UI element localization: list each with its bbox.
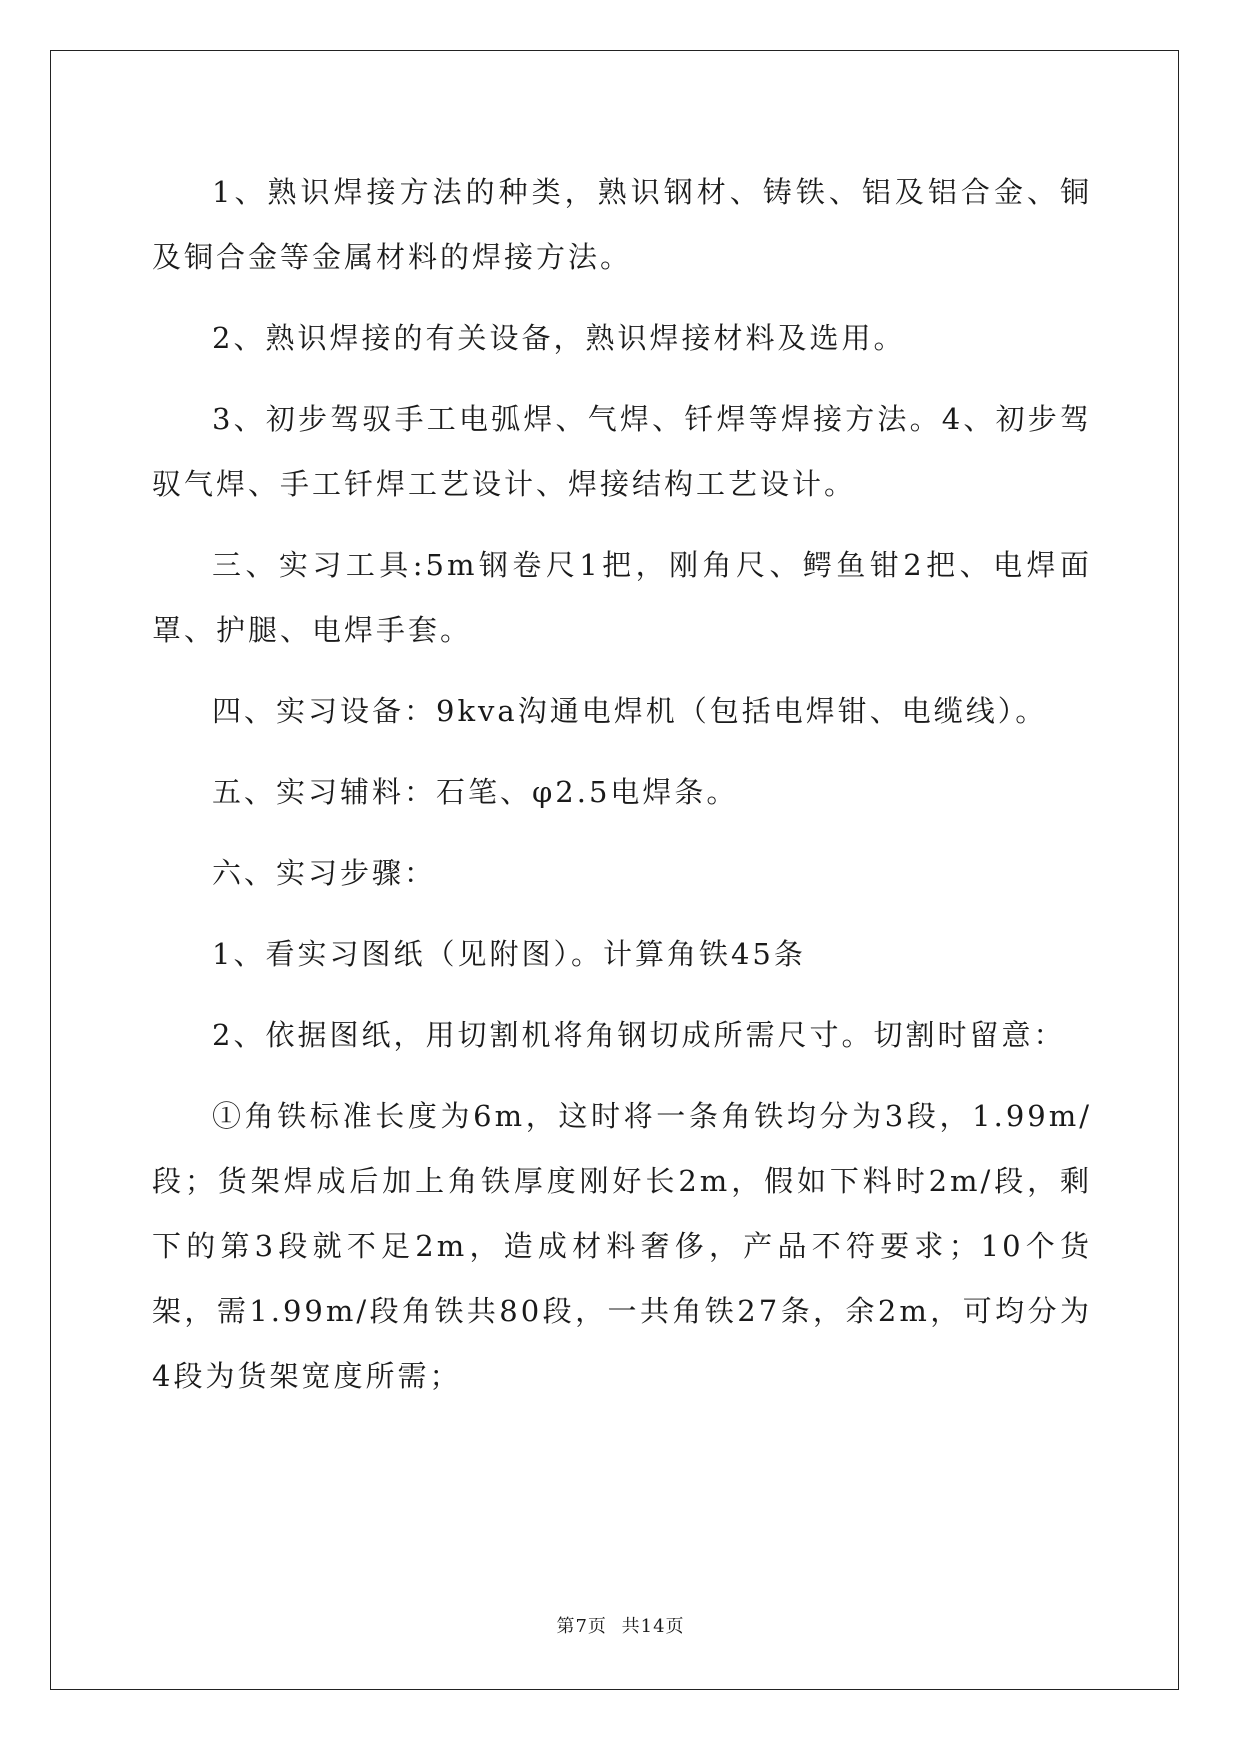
paragraph-step-2-note: ①角铁标准长度为6m，这时将一条角铁均分为3段，1.99m/段；货架焊成后加上角铁厚度刚好长2m，假如下料时2m/段，剩下的第3段就不足2m，造成材料奢侈，产品不符要求；10个货架，需1.99m/段角铁共80段，一共角铁27条，余2m，可均分为4段为货架宽度所需；: [152, 1099, 1092, 1393]
page-footer: [0, 1612, 1241, 1638]
paragraph-tools: 三、实习工具:5m钢卷尺1把，刚角尺、鳄鱼钳2把、电焊面罩、护腿、电焊手套。: [152, 548, 1092, 647]
paragraph-steps-heading: 六、实习步骤：: [212, 856, 437, 890]
paragraph-step-1: 1、看实习图纸（见附图）。计算角铁45条: [212, 937, 806, 971]
paragraph-3: 3、初步驾驭手工电弧焊、气焊、钎焊等焊接方法。4、初步驾驭气焊、手工钎焊工艺设计、焊接结构工艺设计。: [152, 402, 1092, 501]
paragraph-materials: 五、实习辅料：石笔、φ2.5电焊条。: [212, 775, 739, 809]
paragraph-2: 2、熟识焊接的有关设备，熟识焊接材料及选用。: [212, 321, 906, 355]
page-number: 第7页: [556, 1616, 607, 1637]
paragraph-equipment: 四、实习设备：9kva沟通电焊机（包括电焊钳、电缆线）。: [212, 694, 1048, 728]
page-total: 共14页: [621, 1616, 685, 1637]
paragraph-step-2: 2、依据图纸，用切割机将角钢切成所需尺寸。切割时留意：: [212, 1018, 1066, 1052]
document-body: [152, 160, 1092, 1425]
paragraph-1: 1、熟识焊接方法的种类，熟识钢材、铸铁、铝及铝合金、铜及铜合金等金属材料的焊接方法。: [152, 175, 1092, 274]
